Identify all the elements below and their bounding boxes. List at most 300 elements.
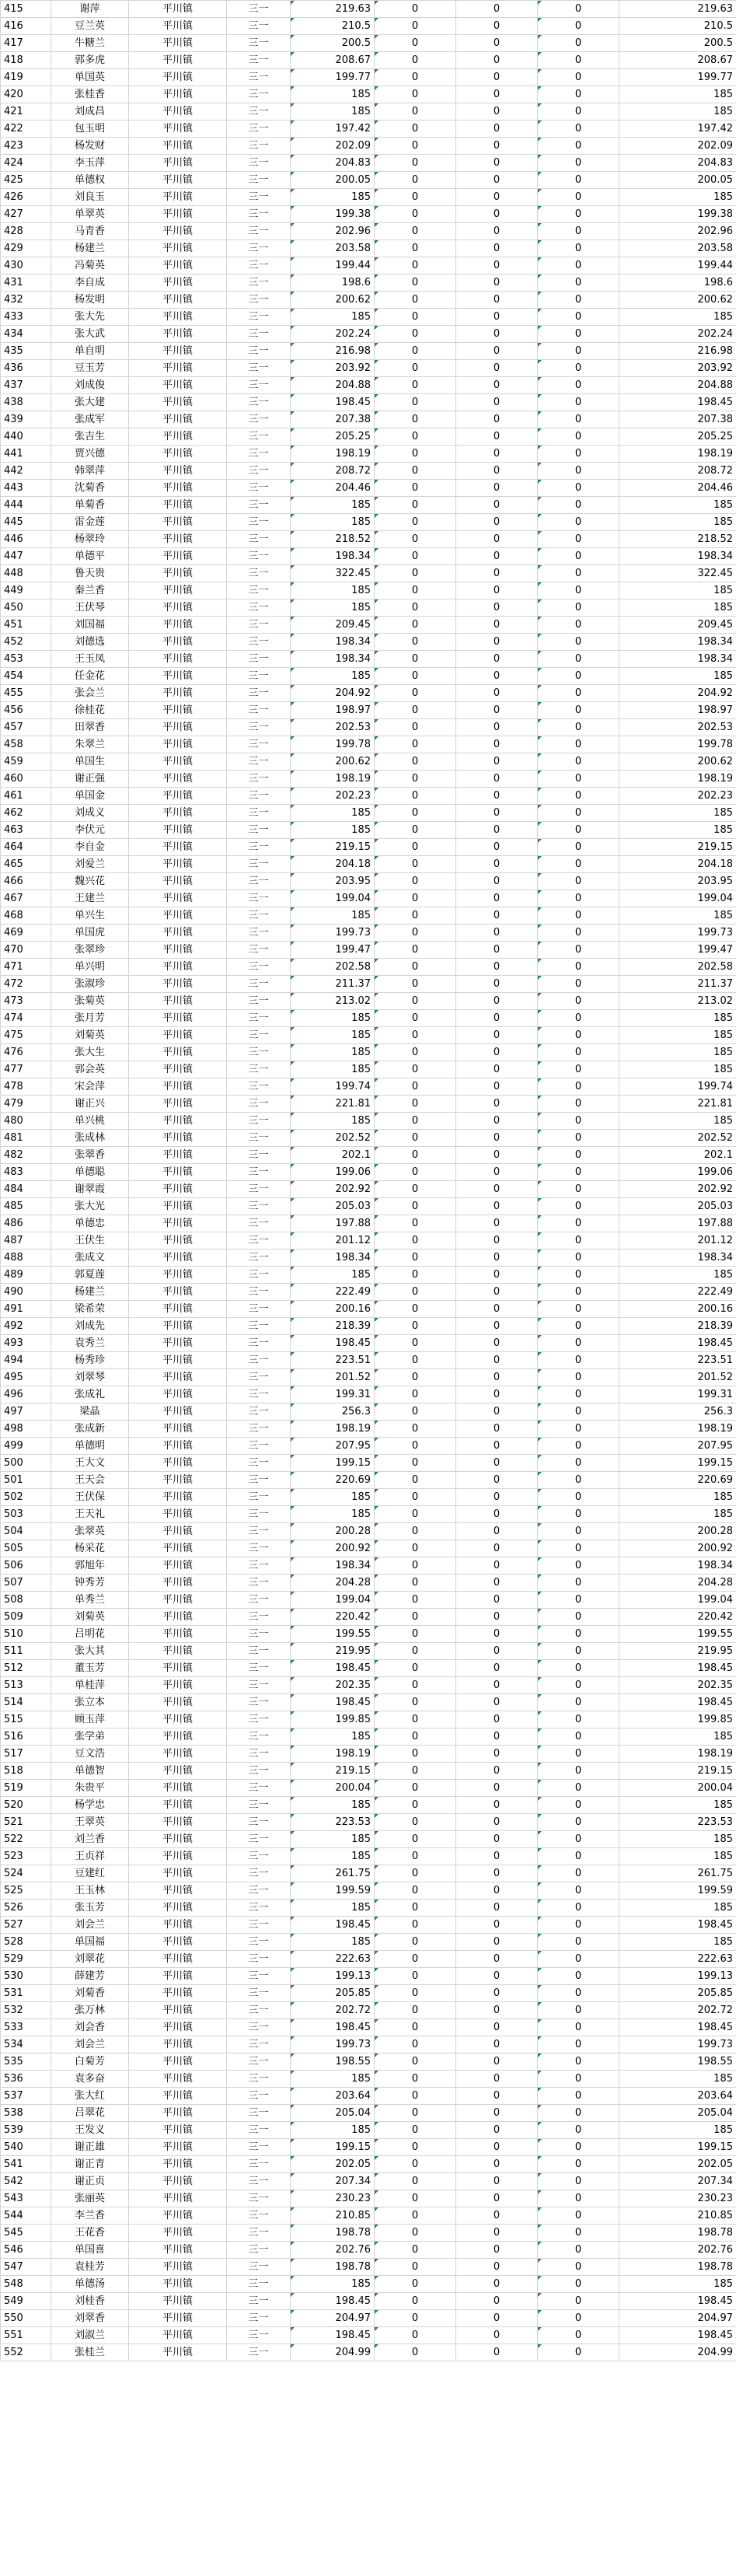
amount-cell[interactable]: 216.98 [291, 343, 375, 360]
row-number-cell[interactable]: 484 [1, 1181, 51, 1198]
column-3-cell[interactable]: 0 [538, 1951, 619, 1968]
column-3-cell[interactable]: 0 [538, 360, 619, 377]
column-1-cell[interactable]: 0 [375, 2156, 456, 2173]
column-2-cell[interactable]: 0 [456, 2071, 538, 2088]
column-1-cell[interactable]: 0 [375, 805, 456, 822]
column-3-cell[interactable]: 0 [538, 1626, 619, 1643]
name-cell[interactable]: 贾兴德 [51, 446, 129, 463]
column-2-cell[interactable]: 0 [456, 942, 538, 959]
group-cell[interactable]: 三一 [227, 924, 291, 942]
amount-cell[interactable]: 202.92 [291, 1181, 375, 1198]
group-cell[interactable]: 三一 [227, 1900, 291, 1917]
name-cell[interactable]: 刘爱兰 [51, 856, 129, 873]
total-cell[interactable]: 185 [619, 103, 736, 121]
column-2-cell[interactable]: 0 [456, 52, 538, 69]
town-cell[interactable]: 平川镇 [129, 2242, 227, 2259]
name-cell[interactable]: 张桂香 [51, 86, 129, 103]
town-cell[interactable]: 平川镇 [129, 1609, 227, 1626]
total-cell[interactable]: 204.83 [619, 155, 736, 172]
name-cell[interactable]: 张玉芳 [51, 1900, 129, 1917]
total-cell[interactable]: 199.06 [619, 1164, 736, 1181]
name-cell[interactable]: 朱贵平 [51, 1780, 129, 1797]
column-3-cell[interactable]: 0 [538, 2156, 619, 2173]
column-3-cell[interactable]: 0 [538, 2173, 619, 2190]
column-2-cell[interactable]: 0 [456, 2105, 538, 2122]
town-cell[interactable]: 平川镇 [129, 873, 227, 890]
row-number-cell[interactable]: 457 [1, 719, 51, 736]
total-cell[interactable]: 204.28 [619, 1575, 736, 1592]
amount-cell[interactable]: 199.59 [291, 1882, 375, 1900]
group-cell[interactable]: 三一 [227, 942, 291, 959]
column-3-cell[interactable]: 0 [538, 1147, 619, 1164]
column-3-cell[interactable]: 0 [538, 86, 619, 103]
town-cell[interactable]: 平川镇 [129, 223, 227, 240]
town-cell[interactable]: 平川镇 [129, 326, 227, 343]
row-number-cell[interactable]: 495 [1, 1369, 51, 1386]
column-2-cell[interactable]: 0 [456, 788, 538, 805]
column-2-cell[interactable]: 0 [456, 2002, 538, 2019]
row-number-cell[interactable]: 492 [1, 1318, 51, 1335]
amount-cell[interactable]: 204.46 [291, 480, 375, 497]
row-number-cell[interactable]: 472 [1, 976, 51, 993]
amount-cell[interactable]: 223.53 [291, 1814, 375, 1831]
group-cell[interactable]: 三一 [227, 1831, 291, 1848]
group-cell[interactable]: 三一 [227, 1147, 291, 1164]
column-1-cell[interactable]: 0 [375, 1934, 456, 1951]
column-2-cell[interactable]: 0 [456, 1711, 538, 1728]
column-3-cell[interactable]: 0 [538, 1523, 619, 1540]
column-2-cell[interactable]: 0 [456, 617, 538, 634]
total-cell[interactable]: 218.39 [619, 1318, 736, 1335]
name-cell[interactable]: 单德聪 [51, 1164, 129, 1181]
row-number-cell[interactable]: 523 [1, 1848, 51, 1865]
town-cell[interactable]: 平川镇 [129, 274, 227, 292]
total-cell[interactable]: 211.37 [619, 976, 736, 993]
town-cell[interactable]: 平川镇 [129, 1763, 227, 1780]
total-cell[interactable]: 222.63 [619, 1951, 736, 1968]
column-3-cell[interactable]: 0 [538, 446, 619, 463]
town-cell[interactable]: 平川镇 [129, 2173, 227, 2190]
column-1-cell[interactable]: 0 [375, 1472, 456, 1489]
total-cell[interactable]: 199.15 [619, 2139, 736, 2156]
column-2-cell[interactable]: 0 [456, 993, 538, 1010]
total-cell[interactable]: 185 [619, 1934, 736, 1951]
amount-cell[interactable]: 202.96 [291, 223, 375, 240]
name-cell[interactable]: 单国英 [51, 69, 129, 86]
column-2-cell[interactable]: 0 [456, 1746, 538, 1763]
group-cell[interactable]: 三一 [227, 343, 291, 360]
row-number-cell[interactable]: 453 [1, 651, 51, 668]
town-cell[interactable]: 平川镇 [129, 565, 227, 582]
column-1-cell[interactable]: 0 [375, 1831, 456, 1848]
column-1-cell[interactable]: 0 [375, 1557, 456, 1575]
column-1-cell[interactable]: 0 [375, 394, 456, 411]
row-number-cell[interactable]: 424 [1, 155, 51, 172]
row-number-cell[interactable]: 474 [1, 1010, 51, 1027]
amount-cell[interactable]: 199.04 [291, 1592, 375, 1609]
amount-cell[interactable]: 185 [291, 1900, 375, 1917]
name-cell[interactable]: 田翠香 [51, 719, 129, 736]
town-cell[interactable]: 平川镇 [129, 839, 227, 856]
column-3-cell[interactable]: 0 [538, 1728, 619, 1746]
group-cell[interactable]: 三一 [227, 2139, 291, 2156]
column-2-cell[interactable]: 0 [456, 1917, 538, 1934]
group-cell[interactable]: 三一 [227, 788, 291, 805]
name-cell[interactable]: 刘翠花 [51, 1951, 129, 1968]
row-number-cell[interactable]: 473 [1, 993, 51, 1010]
total-cell[interactable]: 199.13 [619, 1968, 736, 1985]
column-2-cell[interactable]: 0 [456, 1951, 538, 1968]
group-cell[interactable]: 三一 [227, 2344, 291, 2361]
column-3-cell[interactable]: 0 [538, 1848, 619, 1865]
town-cell[interactable]: 平川镇 [129, 942, 227, 959]
column-2-cell[interactable]: 0 [456, 2207, 538, 2225]
column-2-cell[interactable]: 0 [456, 1506, 538, 1523]
column-1-cell[interactable]: 0 [375, 668, 456, 685]
group-cell[interactable]: 三一 [227, 1711, 291, 1728]
column-1-cell[interactable]: 0 [375, 1746, 456, 1763]
name-cell[interactable]: 谢萍 [51, 1, 129, 18]
row-number-cell[interactable]: 544 [1, 2207, 51, 2225]
column-1-cell[interactable]: 0 [375, 155, 456, 172]
column-3-cell[interactable]: 0 [538, 976, 619, 993]
town-cell[interactable]: 平川镇 [129, 1232, 227, 1250]
total-cell[interactable]: 202.76 [619, 2242, 736, 2259]
town-cell[interactable]: 平川镇 [129, 1797, 227, 1814]
group-cell[interactable]: 三一 [227, 976, 291, 993]
column-2-cell[interactable]: 0 [456, 1968, 538, 1985]
column-1-cell[interactable]: 0 [375, 2088, 456, 2105]
column-3-cell[interactable]: 0 [538, 1284, 619, 1301]
town-cell[interactable]: 平川镇 [129, 1198, 227, 1215]
column-1-cell[interactable]: 0 [375, 1917, 456, 1934]
group-cell[interactable]: 三一 [227, 2310, 291, 2327]
group-cell[interactable]: 三一 [227, 1318, 291, 1335]
row-number-cell[interactable]: 419 [1, 69, 51, 86]
row-number-cell[interactable]: 522 [1, 1831, 51, 1848]
town-cell[interactable]: 平川镇 [129, 514, 227, 531]
name-cell[interactable]: 刘兰香 [51, 1831, 129, 1848]
name-cell[interactable]: 张成林 [51, 1130, 129, 1147]
column-2-cell[interactable]: 0 [456, 1352, 538, 1369]
column-3-cell[interactable]: 0 [538, 2293, 619, 2310]
name-cell[interactable]: 张吉生 [51, 428, 129, 446]
row-number-cell[interactable]: 438 [1, 394, 51, 411]
group-cell[interactable]: 三一 [227, 548, 291, 565]
name-cell[interactable]: 谢翠霞 [51, 1181, 129, 1198]
row-number-cell[interactable]: 546 [1, 2242, 51, 2259]
group-cell[interactable]: 三一 [227, 1660, 291, 1677]
total-cell[interactable]: 205.03 [619, 1198, 736, 1215]
name-cell[interactable]: 王玉林 [51, 1882, 129, 1900]
group-cell[interactable]: 三一 [227, 2259, 291, 2276]
column-2-cell[interactable]: 0 [456, 976, 538, 993]
amount-cell[interactable]: 223.51 [291, 1352, 375, 1369]
column-3-cell[interactable]: 0 [538, 69, 619, 86]
group-cell[interactable]: 三一 [227, 172, 291, 189]
total-cell[interactable]: 185 [619, 1900, 736, 1917]
column-1-cell[interactable]: 0 [375, 2071, 456, 2088]
total-cell[interactable]: 198.34 [619, 1557, 736, 1575]
name-cell[interactable]: 白菊芳 [51, 2053, 129, 2071]
amount-cell[interactable]: 220.42 [291, 1609, 375, 1626]
column-1-cell[interactable]: 0 [375, 2105, 456, 2122]
amount-cell[interactable]: 185 [291, 103, 375, 121]
group-cell[interactable]: 三一 [227, 1096, 291, 1113]
total-cell[interactable]: 199.44 [619, 257, 736, 274]
column-1-cell[interactable]: 0 [375, 1147, 456, 1164]
amount-cell[interactable]: 198.45 [291, 2019, 375, 2036]
column-1-cell[interactable]: 0 [375, 1421, 456, 1438]
row-number-cell[interactable]: 518 [1, 1763, 51, 1780]
column-2-cell[interactable]: 0 [456, 1113, 538, 1130]
amount-cell[interactable]: 204.83 [291, 155, 375, 172]
total-cell[interactable]: 199.73 [619, 2036, 736, 2053]
column-2-cell[interactable]: 0 [456, 206, 538, 223]
column-1-cell[interactable]: 0 [375, 993, 456, 1010]
row-number-cell[interactable]: 508 [1, 1592, 51, 1609]
total-cell[interactable]: 200.28 [619, 1523, 736, 1540]
amount-cell[interactable]: 204.97 [291, 2310, 375, 2327]
total-cell[interactable]: 185 [619, 2071, 736, 2088]
column-3-cell[interactable]: 0 [538, 856, 619, 873]
row-number-cell[interactable]: 422 [1, 121, 51, 138]
total-cell[interactable]: 202.24 [619, 326, 736, 343]
column-1-cell[interactable]: 0 [375, 1660, 456, 1677]
group-cell[interactable]: 三一 [227, 463, 291, 480]
row-number-cell[interactable]: 499 [1, 1438, 51, 1455]
name-cell[interactable]: 单德权 [51, 172, 129, 189]
name-cell[interactable]: 单桂萍 [51, 1677, 129, 1694]
column-3-cell[interactable]: 0 [538, 2105, 619, 2122]
name-cell[interactable]: 单国福 [51, 1934, 129, 1951]
group-cell[interactable]: 三一 [227, 617, 291, 634]
row-number-cell[interactable]: 540 [1, 2139, 51, 2156]
amount-cell[interactable]: 185 [291, 2276, 375, 2293]
column-2-cell[interactable]: 0 [456, 223, 538, 240]
group-cell[interactable]: 三一 [227, 1027, 291, 1044]
name-cell[interactable]: 单德忠 [51, 1215, 129, 1232]
amount-cell[interactable]: 198.34 [291, 548, 375, 565]
name-cell[interactable]: 单兴明 [51, 959, 129, 976]
column-3-cell[interactable]: 0 [538, 343, 619, 360]
total-cell[interactable]: 204.88 [619, 377, 736, 394]
name-cell[interactable]: 单菊香 [51, 497, 129, 514]
column-2-cell[interactable]: 0 [456, 411, 538, 428]
column-1-cell[interactable]: 0 [375, 1267, 456, 1284]
town-cell[interactable]: 平川镇 [129, 1694, 227, 1711]
column-3-cell[interactable]: 0 [538, 1711, 619, 1728]
column-2-cell[interactable]: 0 [456, 1831, 538, 1848]
column-1-cell[interactable]: 0 [375, 1540, 456, 1557]
column-1-cell[interactable]: 0 [375, 1728, 456, 1746]
group-cell[interactable]: 三一 [227, 1917, 291, 1934]
group-cell[interactable]: 三一 [227, 309, 291, 326]
column-1-cell[interactable]: 0 [375, 959, 456, 976]
amount-cell[interactable]: 198.97 [291, 702, 375, 719]
column-2-cell[interactable]: 0 [456, 685, 538, 702]
column-3-cell[interactable]: 0 [538, 463, 619, 480]
total-cell[interactable]: 203.92 [619, 360, 736, 377]
row-number-cell[interactable]: 510 [1, 1626, 51, 1643]
town-cell[interactable]: 平川镇 [129, 292, 227, 309]
name-cell[interactable]: 宋会萍 [51, 1078, 129, 1096]
total-cell[interactable]: 198.55 [619, 2053, 736, 2071]
row-number-cell[interactable]: 497 [1, 1403, 51, 1421]
column-1-cell[interactable]: 0 [375, 771, 456, 788]
column-1-cell[interactable]: 0 [375, 497, 456, 514]
total-cell[interactable]: 202.53 [619, 719, 736, 736]
column-2-cell[interactable]: 0 [456, 2122, 538, 2139]
total-cell[interactable]: 222.49 [619, 1284, 736, 1301]
amount-cell[interactable]: 199.15 [291, 1455, 375, 1472]
total-cell[interactable]: 202.05 [619, 2156, 736, 2173]
column-3-cell[interactable]: 0 [538, 480, 619, 497]
name-cell[interactable]: 刘成义 [51, 805, 129, 822]
column-3-cell[interactable]: 0 [538, 1250, 619, 1267]
group-cell[interactable]: 三一 [227, 1, 291, 18]
column-3-cell[interactable]: 0 [538, 719, 619, 736]
row-number-cell[interactable]: 516 [1, 1728, 51, 1746]
amount-cell[interactable]: 185 [291, 1010, 375, 1027]
total-cell[interactable]: 200.04 [619, 1780, 736, 1797]
row-number-cell[interactable]: 507 [1, 1575, 51, 1592]
column-1-cell[interactable]: 0 [375, 2139, 456, 2156]
row-number-cell[interactable]: 529 [1, 1951, 51, 1968]
column-2-cell[interactable]: 0 [456, 565, 538, 582]
total-cell[interactable]: 213.02 [619, 993, 736, 1010]
total-cell[interactable]: 199.38 [619, 206, 736, 223]
total-cell[interactable]: 185 [619, 1797, 736, 1814]
column-3-cell[interactable]: 0 [538, 1831, 619, 1848]
row-number-cell[interactable]: 471 [1, 959, 51, 976]
group-cell[interactable]: 三一 [227, 2327, 291, 2344]
amount-cell[interactable]: 221.81 [291, 1096, 375, 1113]
total-cell[interactable]: 205.25 [619, 428, 736, 446]
column-2-cell[interactable]: 0 [456, 1, 538, 18]
town-cell[interactable]: 平川镇 [129, 2276, 227, 2293]
name-cell[interactable]: 张翠英 [51, 1523, 129, 1540]
column-2-cell[interactable]: 0 [456, 651, 538, 668]
amount-cell[interactable]: 205.25 [291, 428, 375, 446]
total-cell[interactable]: 185 [619, 1061, 736, 1078]
amount-cell[interactable]: 322.45 [291, 565, 375, 582]
total-cell[interactable]: 185 [619, 1728, 736, 1746]
column-1-cell[interactable]: 0 [375, 377, 456, 394]
row-number-cell[interactable]: 525 [1, 1882, 51, 1900]
column-2-cell[interactable]: 0 [456, 1164, 538, 1181]
total-cell[interactable]: 202.35 [619, 1677, 736, 1694]
total-cell[interactable]: 200.05 [619, 172, 736, 189]
column-1-cell[interactable]: 0 [375, 1232, 456, 1250]
amount-cell[interactable]: 185 [291, 1489, 375, 1506]
amount-cell[interactable]: 207.38 [291, 411, 375, 428]
column-2-cell[interactable]: 0 [456, 771, 538, 788]
name-cell[interactable]: 杨建兰 [51, 1284, 129, 1301]
town-cell[interactable]: 平川镇 [129, 634, 227, 651]
group-cell[interactable]: 三一 [227, 1934, 291, 1951]
name-cell[interactable]: 王花香 [51, 2225, 129, 2242]
row-number-cell[interactable]: 469 [1, 924, 51, 942]
group-cell[interactable]: 三一 [227, 822, 291, 839]
column-3-cell[interactable]: 0 [538, 1814, 619, 1831]
town-cell[interactable]: 平川镇 [129, 736, 227, 753]
column-1-cell[interactable]: 0 [375, 138, 456, 155]
column-3-cell[interactable]: 0 [538, 1369, 619, 1386]
column-1-cell[interactable]: 0 [375, 2190, 456, 2207]
group-cell[interactable]: 三一 [227, 103, 291, 121]
name-cell[interactable]: 杨秀珍 [51, 1352, 129, 1369]
column-3-cell[interactable]: 0 [538, 326, 619, 343]
name-cell[interactable]: 单德明 [51, 1438, 129, 1455]
town-cell[interactable]: 平川镇 [129, 411, 227, 428]
name-cell[interactable]: 刘桂香 [51, 2293, 129, 2310]
column-2-cell[interactable]: 0 [456, 189, 538, 206]
town-cell[interactable]: 平川镇 [129, 1831, 227, 1848]
town-cell[interactable]: 平川镇 [129, 2259, 227, 2276]
name-cell[interactable]: 张翠香 [51, 1147, 129, 1164]
column-2-cell[interactable]: 0 [456, 1848, 538, 1865]
group-cell[interactable]: 三一 [227, 1882, 291, 1900]
column-2-cell[interactable]: 0 [456, 274, 538, 292]
name-cell[interactable]: 单兴桃 [51, 1113, 129, 1130]
row-number-cell[interactable]: 532 [1, 2002, 51, 2019]
column-2-cell[interactable]: 0 [456, 1284, 538, 1301]
name-cell[interactable]: 刘成俊 [51, 377, 129, 394]
column-1-cell[interactable]: 0 [375, 172, 456, 189]
column-2-cell[interactable]: 0 [456, 1010, 538, 1027]
column-1-cell[interactable]: 0 [375, 1609, 456, 1626]
column-2-cell[interactable]: 0 [456, 86, 538, 103]
town-cell[interactable]: 平川镇 [129, 1096, 227, 1113]
town-cell[interactable]: 平川镇 [129, 2036, 227, 2053]
town-cell[interactable]: 平川镇 [129, 959, 227, 976]
town-cell[interactable]: 平川镇 [129, 651, 227, 668]
amount-cell[interactable]: 213.02 [291, 993, 375, 1010]
row-number-cell[interactable]: 551 [1, 2327, 51, 2344]
total-cell[interactable]: 198.34 [619, 651, 736, 668]
column-1-cell[interactable]: 0 [375, 2207, 456, 2225]
column-3-cell[interactable]: 0 [538, 35, 619, 52]
column-2-cell[interactable]: 0 [456, 2190, 538, 2207]
town-cell[interactable]: 平川镇 [129, 1472, 227, 1489]
town-cell[interactable]: 平川镇 [129, 394, 227, 411]
group-cell[interactable]: 三一 [227, 531, 291, 548]
row-number-cell[interactable]: 451 [1, 617, 51, 634]
column-1-cell[interactable]: 0 [375, 411, 456, 428]
total-cell[interactable]: 209.45 [619, 617, 736, 634]
group-cell[interactable]: 三一 [227, 189, 291, 206]
town-cell[interactable]: 平川镇 [129, 2327, 227, 2344]
name-cell[interactable]: 王贞祥 [51, 1848, 129, 1865]
row-number-cell[interactable]: 447 [1, 548, 51, 565]
column-2-cell[interactable]: 0 [456, 1557, 538, 1575]
total-cell[interactable]: 207.34 [619, 2173, 736, 2190]
town-cell[interactable]: 平川镇 [129, 1557, 227, 1575]
column-3-cell[interactable]: 0 [538, 2327, 619, 2344]
row-number-cell[interactable]: 500 [1, 1455, 51, 1472]
column-1-cell[interactable]: 0 [375, 1318, 456, 1335]
column-2-cell[interactable]: 0 [456, 1335, 538, 1352]
total-cell[interactable]: 185 [619, 514, 736, 531]
town-cell[interactable]: 平川镇 [129, 1369, 227, 1386]
total-cell[interactable]: 199.47 [619, 942, 736, 959]
column-2-cell[interactable]: 0 [456, 2310, 538, 2327]
amount-cell[interactable]: 185 [291, 1267, 375, 1284]
column-3-cell[interactable]: 0 [538, 2071, 619, 2088]
amount-cell[interactable]: 205.85 [291, 1985, 375, 2002]
name-cell[interactable]: 豆建红 [51, 1865, 129, 1882]
